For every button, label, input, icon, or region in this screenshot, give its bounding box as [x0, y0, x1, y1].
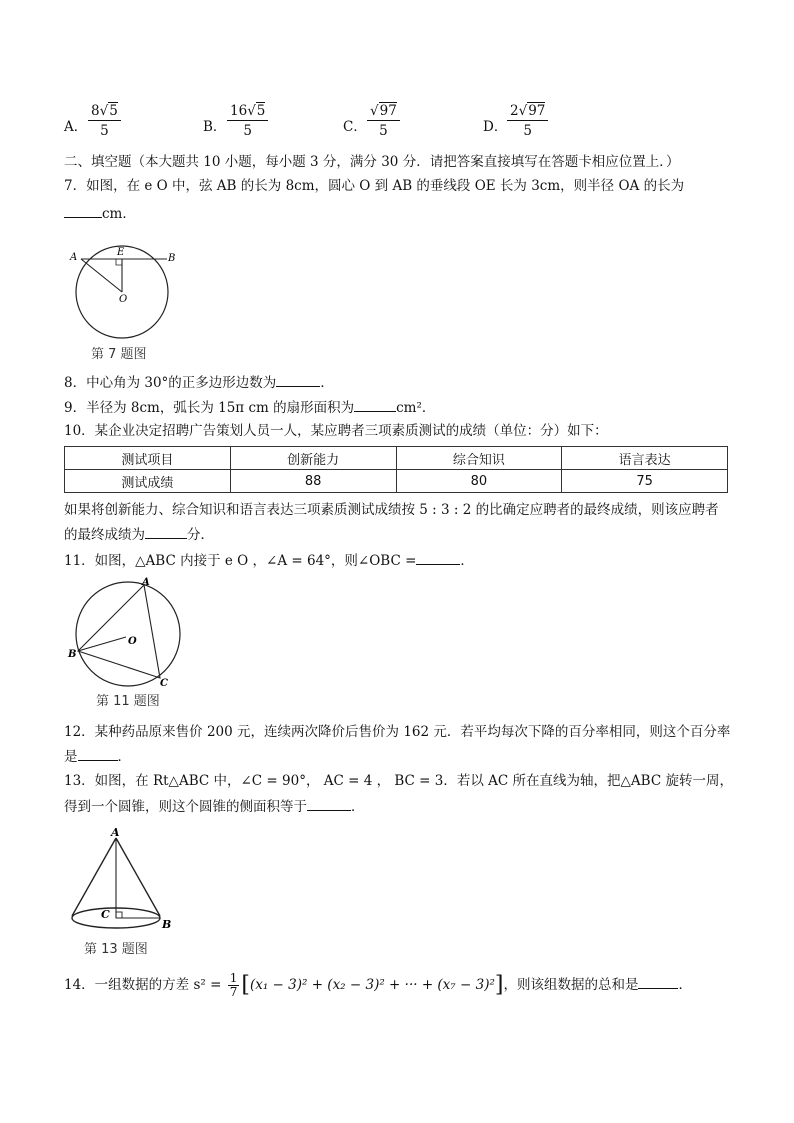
- table-cell: 80: [396, 470, 562, 493]
- answer-blank[interactable]: [276, 372, 320, 387]
- label-a: A: [111, 826, 120, 839]
- answer-blank[interactable]: [354, 397, 396, 412]
- right-angle-mark: [116, 259, 122, 265]
- table-row: [65, 470, 728, 493]
- label-o: O: [119, 294, 128, 305]
- section-heading: 二、填空题（本大题共 10 小题，每小题 3 分，满分 30 分．请把答案直接填写在答题卡相应位置上．）: [64, 154, 680, 170]
- q10-score-table: [64, 446, 728, 493]
- table-cell: 综合知识: [396, 447, 562, 470]
- answer-blank[interactable]: [64, 203, 102, 218]
- q7-caption: 第 7 题图: [91, 347, 147, 362]
- q8-text: 8．中心角为 30°的正多边形边数为 ．: [64, 372, 334, 393]
- q7-text: 7．如图，在 e O 中，弦 AB 的长为 8cm，圆心 O 到 AB 的垂线段 OE 长为 3cm，则半径 OA 的长为: [64, 178, 685, 194]
- table-cell: 测试项目: [65, 447, 231, 470]
- q7-circle-figure: [64, 244, 184, 344]
- q11-circle-figure: [64, 576, 188, 688]
- label-b: B: [68, 649, 77, 660]
- circle-o: [76, 582, 180, 686]
- answer-blank[interactable]: [78, 746, 118, 761]
- q9-text: 9．半径为 8cm，弧长为 15π cm 的扇形面积为 cm²．: [64, 397, 435, 418]
- choice-fraction: $\frac{2√97}{5}$: [507, 103, 548, 139]
- table-cell: 创新能力: [230, 447, 396, 470]
- label-o: O: [128, 636, 137, 647]
- table-cell: 75: [562, 470, 728, 493]
- choice-fraction: $\frac{16√5}{5}$: [227, 103, 268, 139]
- q14-text: 14．一组数据的方差 s² = $\frac{1}{7}$ [(x₁ − 3)² + (x₂ − 3)² + ··· + (x₇ − 3)²]，则该组数据的总和是 ．: [64, 971, 692, 999]
- answer-blank[interactable]: [416, 550, 460, 565]
- q13-line1: 13．如图，在 Rt△ABC 中，∠C = 90°， AC = 4 ， BC = 3．若以 AC 所在直线为轴，把△ABC 旋转一周，: [64, 773, 733, 789]
- label-c: C: [160, 678, 168, 688]
- table-cell: 语言表达: [562, 447, 728, 470]
- table-cell: 测试成绩: [65, 470, 231, 493]
- answer-blank[interactable]: [307, 796, 351, 811]
- choice-fraction: $\frac{8√5}{5}$: [88, 103, 121, 139]
- label-e: E: [117, 247, 125, 258]
- q10-line3: 的最终成绩为 分．: [64, 524, 214, 545]
- q13-caption: 第 13 题图: [84, 942, 148, 957]
- label-b: B: [162, 918, 172, 931]
- label-b: B: [168, 253, 176, 264]
- q13-cone-figure: [64, 822, 176, 938]
- label-a: A: [70, 252, 78, 263]
- choice-letter: C．: [343, 119, 367, 135]
- q14-fraction: $\frac{1}{7}$: [229, 971, 238, 999]
- answer-blank[interactable]: [145, 524, 187, 539]
- q10-text: 10．某企业决定招聘广告策划人员一人，某应聘者三项素质测试的成绩（单位：分）如下：: [64, 423, 608, 439]
- q11-caption: 第 11 题图: [96, 694, 160, 709]
- choice-letter: D．: [483, 119, 508, 135]
- answer-blank[interactable]: [638, 974, 678, 989]
- q12-line1: 12．某种药品原来售价 200 元，连续两次降价后售价为 162 元．若平均每次下降的百分率相同，则这个百分率: [64, 724, 731, 740]
- label-a: A: [142, 577, 150, 588]
- choice-fraction: $\frac{√97}{5}$: [367, 103, 400, 139]
- cone-slant-right: [116, 838, 160, 916]
- q11-text: 11．如图，△ABC 内接于 e O ，∠A = 64°，则∠OBC = ．: [64, 550, 474, 571]
- q7-answer-line: cm．: [64, 203, 136, 224]
- choice-letter: A．: [64, 119, 88, 135]
- q12-line2: 是 ．: [64, 746, 131, 767]
- table-row: [65, 447, 728, 470]
- q10-line2: 如果将创新能力、综合知识和语言表达三项素质测试成绩按 5 : 3 : 2 的比确定应聘者的最终成绩，则该应聘者: [64, 502, 719, 518]
- label-c: C: [101, 908, 110, 921]
- right-angle-mark: [116, 912, 122, 918]
- q13-line2: 得到一个圆锥，则这个圆锥的侧面积等于 ．: [64, 796, 365, 817]
- table-cell: 88: [230, 470, 396, 493]
- choice-letter: B．: [203, 119, 227, 135]
- cone-slant-left: [72, 838, 116, 916]
